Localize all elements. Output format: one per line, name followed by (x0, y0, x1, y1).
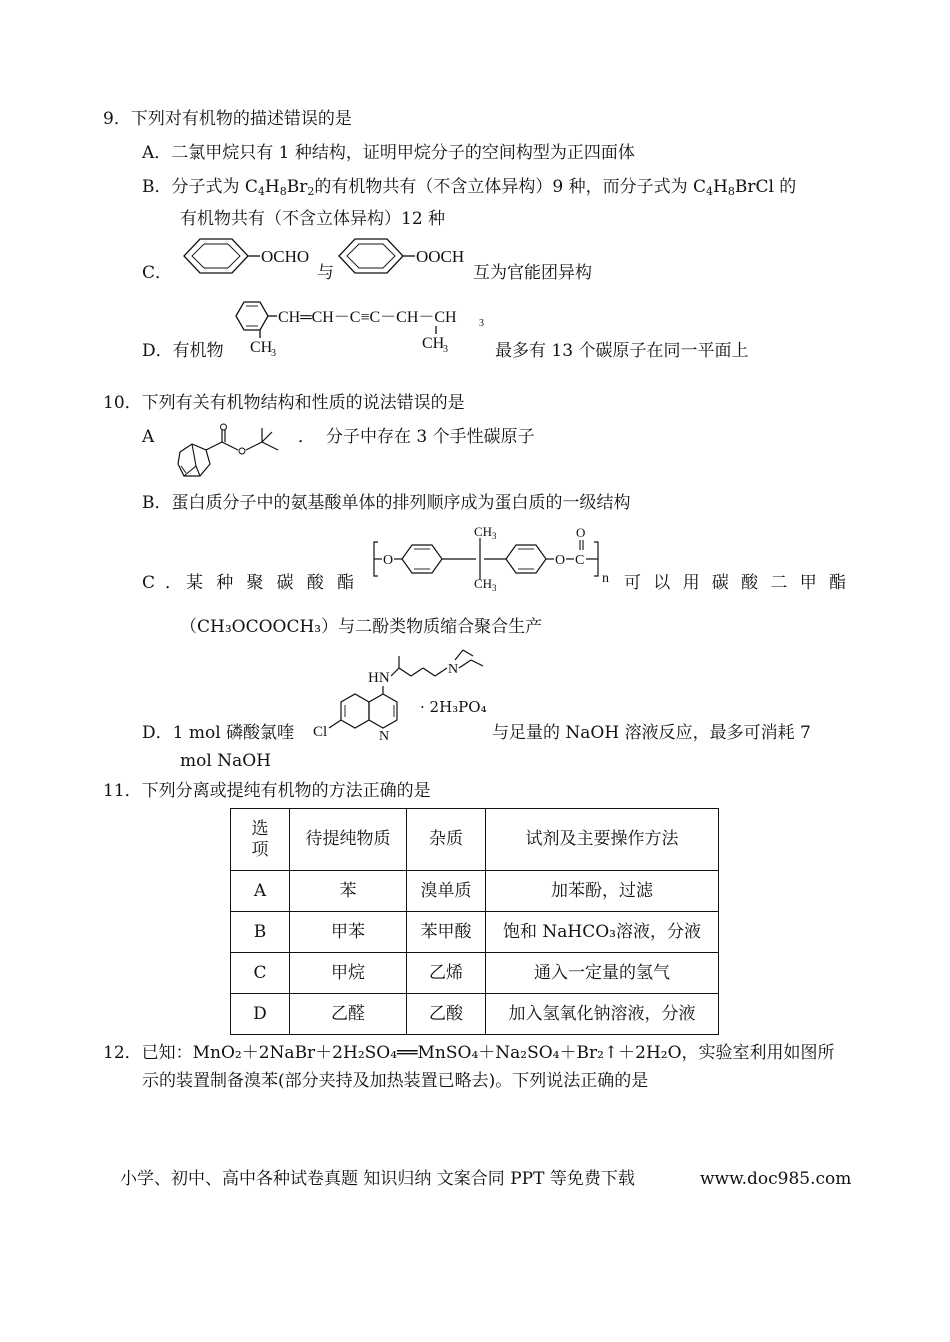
svg-text:C: C (575, 553, 585, 568)
q10-option-a-dot: ． (298, 427, 315, 447)
svg-text:O: O (383, 553, 394, 568)
table-cell: 通入一定量的氢气 (486, 953, 719, 994)
table-header-cell: 待提纯物质 (290, 809, 407, 871)
table-header-row (231, 809, 719, 871)
q9-c-group2: OOCH (416, 247, 465, 266)
q10-a-molecule (170, 420, 310, 490)
table-cell: 甲烷 (290, 953, 407, 994)
table-cell: 苯甲酸 (407, 912, 486, 953)
table-cell: C (231, 953, 290, 994)
table-cell: 乙烯 (407, 953, 486, 994)
svg-text:N: N (379, 729, 390, 744)
q10-option-a-tail: 分子中存在 3 个手性碳原子 (326, 427, 535, 447)
svg-text:HN: HN (368, 670, 390, 686)
q9-c-group1: OCHO (261, 247, 310, 266)
table-row (231, 871, 719, 912)
table-cell: 溴单质 (407, 871, 486, 912)
footer-text: 小学、初中、高中各种试卷真题 知识归纳 文案合同 PPT 等免费下载 (120, 1169, 635, 1189)
svg-text:3: 3 (271, 348, 276, 359)
q10-option-c-text-right: 可 以 用 碳 酸 二 甲 酯 (624, 573, 846, 593)
q9-d-molecule (232, 296, 512, 360)
q10-option-c-text-left: 某 种 聚 碳 酸 酯 (186, 573, 354, 593)
svg-text:3: 3 (443, 344, 448, 355)
q9-c-molecule-2 (333, 236, 483, 286)
table-header-cell: 选 项 (231, 809, 290, 871)
svg-text:CH: CH (422, 335, 445, 352)
svg-text:CH: CH (474, 524, 493, 539)
q10-c-polymer (370, 524, 625, 593)
table-cell: 加入氢氧化钠溶液，分液 (486, 994, 719, 1035)
q9-option-d-label: D．有机物 (142, 341, 224, 361)
q9-option-b-line2: 有机物共有（不含立体异构）12 种 (180, 209, 446, 229)
q10-option-d-label: D．1 mol 磷酸氯喹 (142, 723, 295, 743)
q9-option-a: A．二氯甲烷只有 1 种结构，证明甲烷分子的空间构型为正四面体 (142, 143, 635, 163)
q12-line1: 12．已知：MnO₂＋2NaBr＋2H₂SO₄══MnSO₄＋Na₂SO₄＋Br₂↑＋2H₂O，实验室利用如图所 (103, 1043, 835, 1063)
svg-text:CH: CH (474, 576, 493, 591)
table-cell: A (231, 871, 290, 912)
table-cell: D (231, 994, 290, 1035)
q10-option-c-line2: （CH₃OCOOCH₃）与二酚类物质缩合聚合生产 (180, 617, 543, 637)
table-cell: B (231, 912, 290, 953)
footer-url[interactable]: www.doc985.com (700, 1169, 852, 1189)
svg-text:Cl: Cl (313, 724, 328, 740)
svg-text:3: 3 (492, 531, 497, 541)
table-cell: 苯 (290, 871, 407, 912)
q10-stem: 10．下列有关有机物结构和性质的说法错误的是 (103, 393, 465, 413)
table-row (231, 912, 719, 953)
q9-d-chain: CH═CH－C≡C－CH－CH (278, 309, 457, 326)
svg-text:O: O (576, 525, 586, 540)
table-row (231, 953, 719, 994)
q10-option-d-tail: 与足量的 NaOH 溶液反应，最多可消耗 7 (492, 723, 811, 743)
svg-text:n: n (602, 571, 609, 586)
table-row (231, 994, 719, 1035)
q10-option-a-label: A (142, 427, 155, 447)
table-header-cell: 杂质 (407, 809, 486, 871)
table-cell: 饱和 NaHCO₃溶液，分液 (486, 912, 719, 953)
q10-d-salt: · 2H₃PO₄ (420, 698, 487, 716)
q12-line2: 示的装置制备溴苯(部分夹持及加热装置已略去)。下列说法正确的是 (142, 1071, 649, 1091)
table-cell: 加苯酚，过滤 (486, 871, 719, 912)
table-cell: 甲苯 (290, 912, 407, 953)
q10-option-d-line2: mol NaOH (180, 751, 271, 771)
table-cell: 乙酸 (407, 994, 486, 1035)
q10-option-c-label: C ． (142, 573, 183, 593)
table-header-cell: 试剂及主要操作方法 (486, 809, 719, 871)
svg-text:CH: CH (250, 339, 273, 356)
q9-option-d-tail: 最多有 13 个碳原子在同一平面上 (495, 341, 749, 361)
q9-c-molecule-1 (170, 236, 320, 286)
q10-option-b: B．蛋白质分子中的氨基酸单体的排列顺序成为蛋白质的一级结构 (142, 493, 631, 513)
q9-option-c-with: 与 (317, 263, 334, 283)
svg-text:O: O (555, 553, 566, 568)
q9-option-c-label: C． (142, 263, 173, 283)
q11-stem: 11．下列分离或提纯有机物的方法正确的是 (103, 781, 431, 801)
q9-option-b-line1: B．分子式为 $C_4H_8Br_2$的有机物共有（不含立体异构）9 种，而分子式为 $C_4H_8BrCl$ 的 (142, 177, 797, 198)
q11-table (230, 808, 719, 1035)
svg-text:3: 3 (479, 318, 484, 329)
q9-stem: 9．下列对有机物的描述错误的是 (103, 109, 352, 129)
svg-text:3: 3 (492, 583, 497, 593)
q9-option-c-tail: 互为官能团异构 (473, 263, 592, 283)
svg-text:N: N (448, 662, 459, 677)
table-cell: 乙醛 (290, 994, 407, 1035)
